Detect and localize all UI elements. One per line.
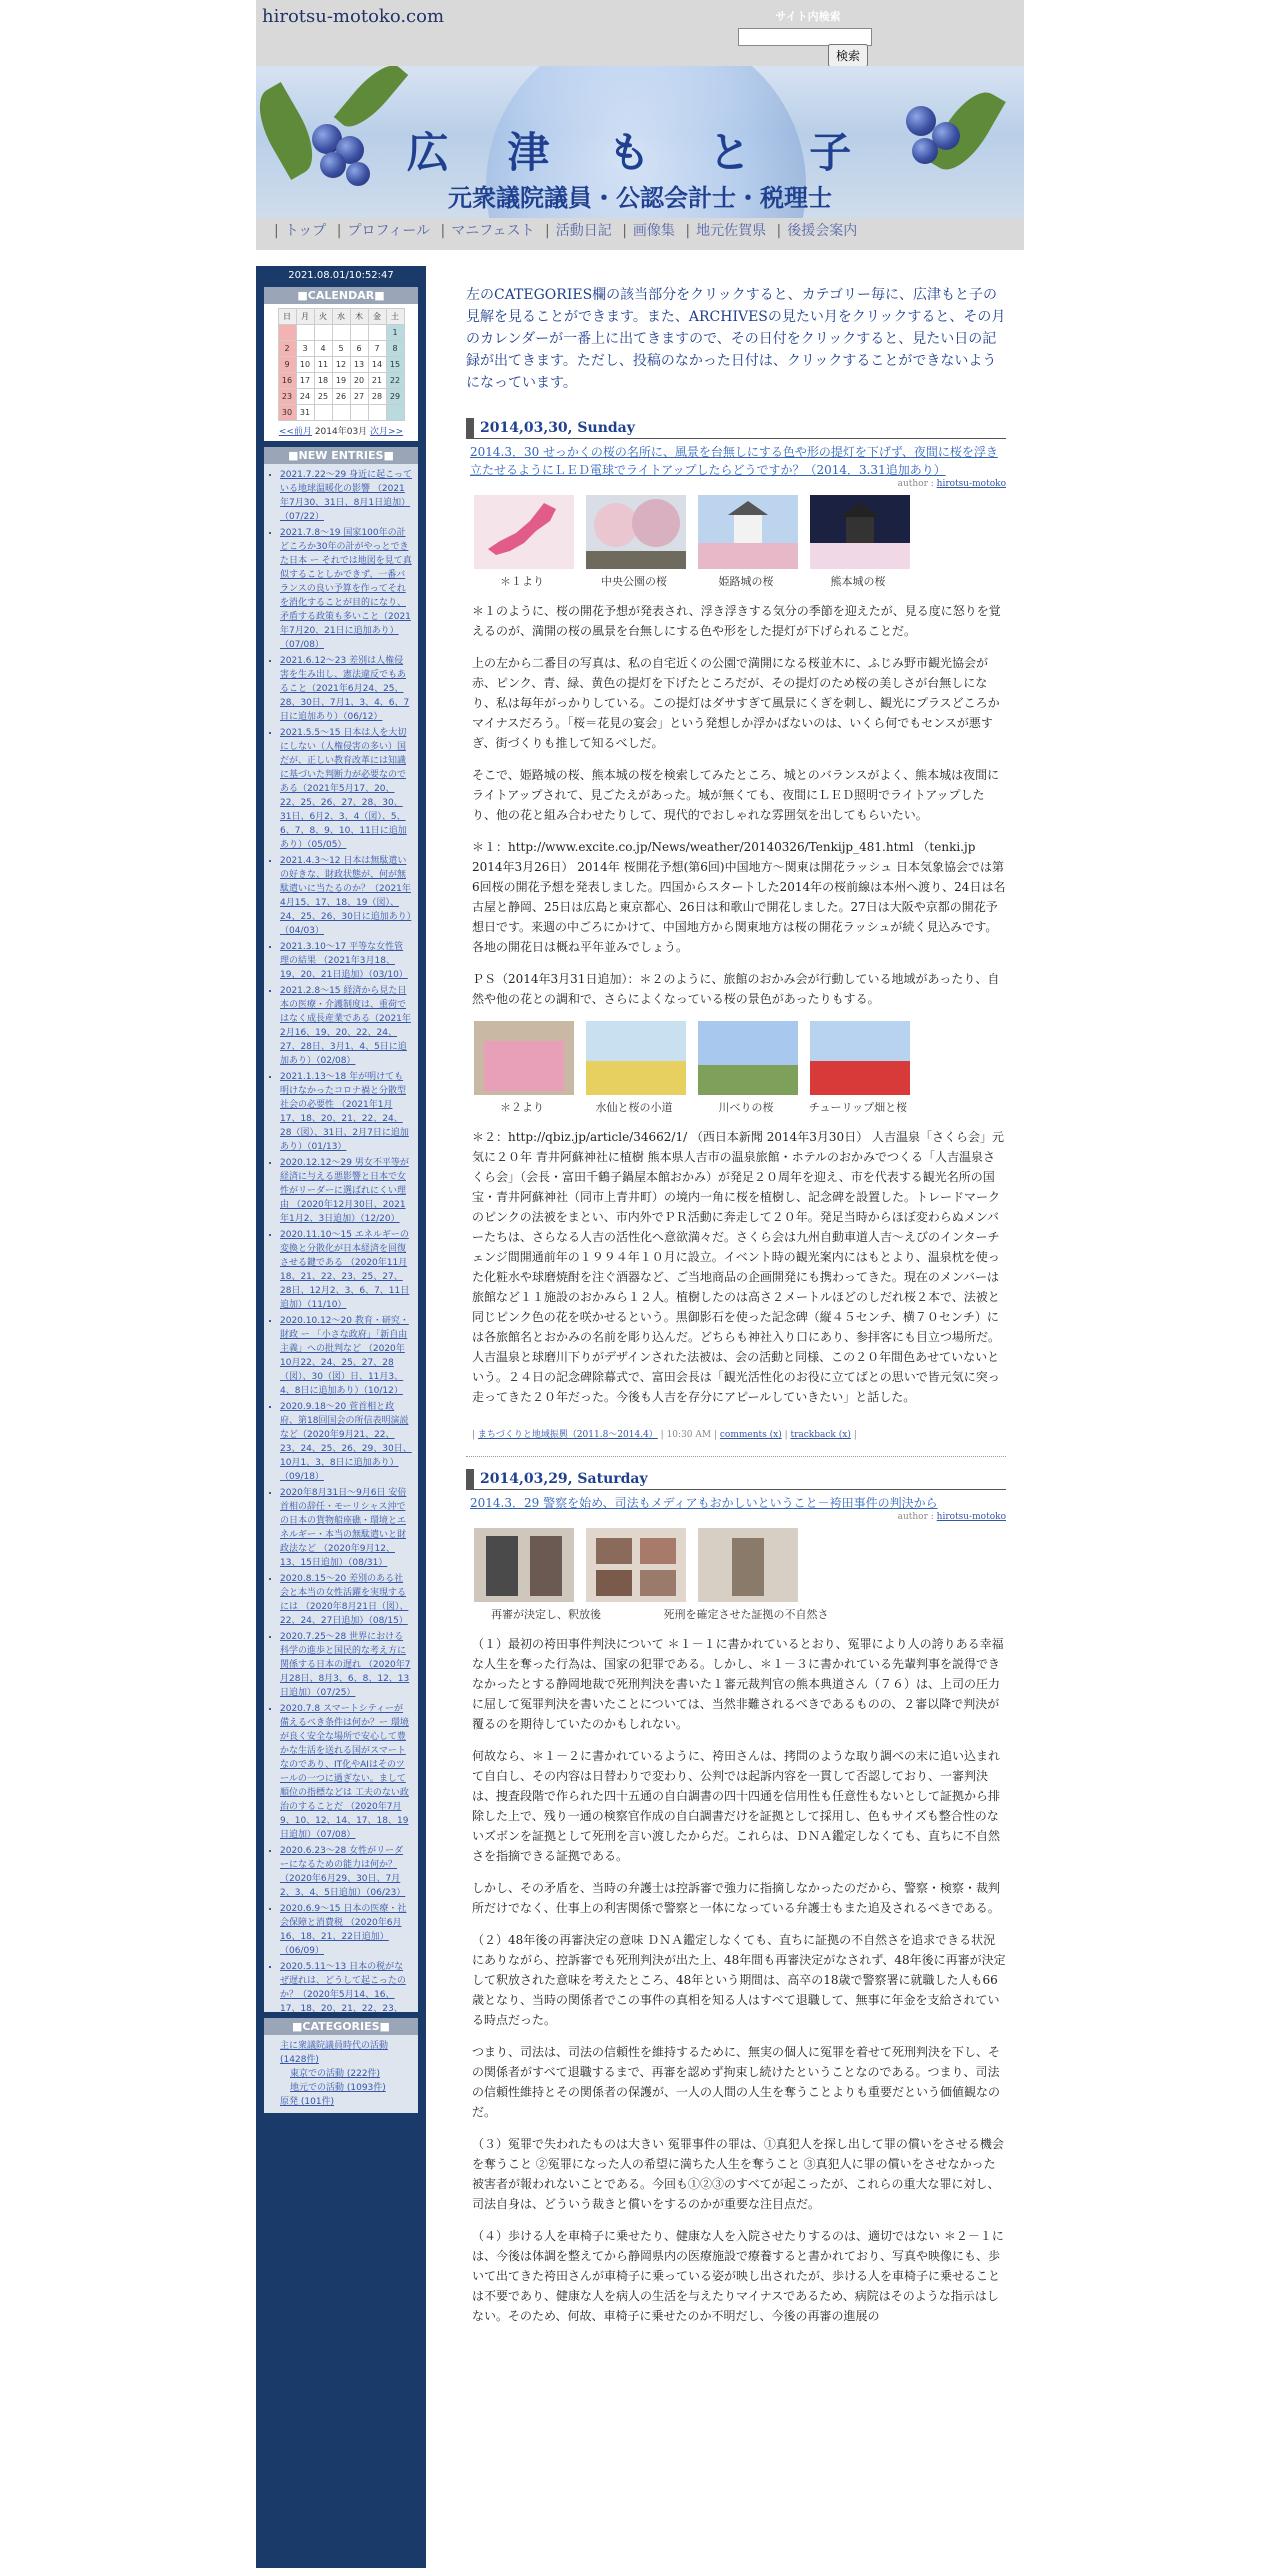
caption-row <box>466 1099 1006 1115</box>
calendar-weekday: 日 <box>278 309 296 325</box>
photo-row <box>474 1528 1006 1602</box>
entry-link[interactable]: 2021.6.12～23 差別は人権侵害を生み出し、憲法違反でもあること（2021年6月24、25、28、30日、7月1、3、4、6、7日に追加あり）（06/12） <box>280 656 410 722</box>
calendar-day[interactable]: 28 <box>368 389 386 405</box>
entry-link[interactable]: 2020.6.23～28 女性がリーダーになるための能力は何か？（2020年6月29、30日、7月2、3、4、5日追加）（06/23） <box>280 1846 406 1898</box>
search-box <box>738 8 878 63</box>
intro-text: 左のCATEGORIES欄の該当部分をクリックすると、カテゴリー毎に、広津もと子の見解を見ることができます。また、ARCHIVESの見たい月をクリックすると、その月のカレンダーが一番上に出てきますので、その日付をクリックすると、見たい日の記録が出てきます。ただし、投稿のなかった日付は、クリックすることができないようになっています。 <box>466 287 1006 391</box>
entry-link[interactable]: 2020.6.9～15 日本の医療・社会保障と消費税 （2020年6月16、18、21、22日追加）（06/09） <box>280 1904 407 1956</box>
post-date: 2014,03,29, Saturday <box>466 1469 1006 1490</box>
post-divider <box>466 1456 1006 1457</box>
kumamoto-castle-photo <box>810 495 910 569</box>
calendar-day[interactable]: 19 <box>332 373 350 389</box>
post-body <box>466 1127 1006 1407</box>
search-button[interactable]: 検索 <box>828 44 868 67</box>
entry-item <box>280 1070 412 1154</box>
post-paragraph: （１）最初の袴田事件判決について ＊１－１に書かれているとおり、冤罪により人の誇りある幸福な人生を奪った行為は、国家の犯罪である。しかし、＊１－３に書かれている先輩判事を説得できなかったとする静岡地裁で死刑判決を書いた１審元裁判官の熊本典道さん（７６）は、上司の圧力に屈して冤罪判決を書いたことについては、当然非難されるべきであるものの、２審以降で判決が覆るのを期待していたのかもしれない。 <box>472 1637 1004 1731</box>
entry-link[interactable]: 2020.12.12～29 男女不平等が経済に与える悪影響と日本で女性がリーダーに選ばれにくい理由 （2020年12月30日、2021年1月2、3日追加）（12/20） <box>280 1158 409 1224</box>
post <box>466 418 1006 1440</box>
photo-caption: 川べりの桜 <box>718 1101 774 1114</box>
calendar-day <box>296 325 314 341</box>
photo-caption: 姫路城の桜 <box>718 575 774 588</box>
category-link[interactable]: 地元での活動 (1093件) <box>290 2083 386 2093</box>
sakura-kai-photo <box>474 1021 574 1095</box>
post-paragraph: ＊１：http://www.excite.co.jp/News/weather/20140326/Tenkijp_481.html （tenki.jp 2014年3月26日） 2014年 桜開花予想(第6回)中国地方～関東は開花ラッシュ 日本気象協会では第6回桜の開花予想を発表しました。四国からスタートした2014年の桜前線は本州へ渡り、24日は名古屋と静岡、25日は広島と東京都心、26日は和歌山で開花しました。27日は大阪や京都の開花予想日です。来週の中ごろにかけて、中国地方から関東地方は桜の開花ラッシュが続く見込みです。各地の開花日は概ね平年並みでしょう。 <box>472 840 1006 954</box>
entry-link[interactable]: 2021.2.8～15 経済から見た日本の医療・介護制度は、重荷ではなく成長産業である（2021年2月16、19、20、22、24、27、28日、3月1、4、5日に追加あり）（02/08） <box>280 986 411 1066</box>
calendar-day[interactable]: 20 <box>350 373 368 389</box>
post-paragraph: しかし、その矛盾を、当時の弁護士は控訴審で強力に指摘しなかったのだから、警察・検察・裁判所だけでなく、仕事上の利害関係で警察と一体になっている弁護士もまた追及されるべきである。 <box>472 1881 1001 1915</box>
riverside-cherry-photo <box>698 1021 798 1095</box>
page <box>256 0 1024 2568</box>
post-paragraph: そこで、姫路城の桜、熊本城の桜を検索してみたところ、城とのバランスがよく、熊本城は夜間にライトアップされて、見ごたえがあった。城が無くても、夜間にＬＥＤ照明でライトアップしたり、他の花と組み合わせたりして、現代的でおしゃれな雰囲気を出してもらいたい。 <box>472 768 1000 822</box>
entry-item <box>280 654 412 724</box>
calendar-day[interactable]: 1 <box>386 325 404 341</box>
post-paragraph: （４）歩ける人を車椅子に乗せたり、健康な人を入院させたりするのは、適切ではない ＊２－１には、今後は体調を整えてから静岡県内の医療施設で療養すると書かれており、写真や映像にも、歩いて出てきた袴田さんが車椅子に乗っている姿が映し出されたが、歩ける人を車椅子に乗せることは不要であり、健康な人を病人の生活を与えたりマイナスであるため、病院はそのような指示はしない。そのため、何故、車椅子に乗せたのか不明だし、今後の再審の進展の <box>472 2229 1004 2323</box>
entry-link[interactable]: 2020.7.8 スマートシティーが備えるべき条件は何か？ー 環境が良く安全な場所で安心して豊かな生活を送れる国がスマートなのであり、IT化やAIはそのツールの一つに過ぎない。まして順位の指標などは 工夫のない政治のすることだ （2020年7月9、10、12、14、17、18、19日追加）（07/08） <box>280 1704 409 1840</box>
calendar-day <box>350 405 368 421</box>
calendar-day <box>314 405 332 421</box>
post-time: 10:30 AM <box>666 1430 712 1440</box>
calendar-day[interactable]: 5 <box>332 341 350 357</box>
new-entries-list <box>264 464 418 2012</box>
entry-item <box>280 1702 412 1842</box>
entry-item <box>280 1228 412 1312</box>
banner-role: 元衆議院議員・公認会計士・税理士 <box>448 183 832 212</box>
calendar-day[interactable]: 23 <box>278 389 296 405</box>
post-paragraph: ＰＳ（2014年3月31日追加）：＊２のように、旅館のおかみ会が行動している地域があったり、自然や他の花との調和で、さらによくなっている桜の景色があったりもする。 <box>472 972 1000 1006</box>
evidence-clothes-photo <box>586 1528 686 1602</box>
entry-link[interactable]: 2020.5.11～13 日本の税がなぜ遅れは、どうして起こったのか？（2020年5月14、16、17、18、20、21、22、23、 <box>280 1962 406 2012</box>
photo-caption: ＊１より <box>500 575 544 588</box>
entry-link[interactable]: 2020.10.12～20 教育・研究・財政 ー 「小さな政府」「新自由主義」への批判など （2020年10月22、24、25、27、28（図）、30（図）日、11月3、4、8日に追加あり）（10/12） <box>280 1316 409 1396</box>
calendar-weekday: 月 <box>296 309 314 325</box>
banner-name: 広 津 も と 子 <box>406 128 874 177</box>
entry-item <box>280 984 412 1068</box>
entry-item <box>280 854 412 938</box>
calendar-day[interactable]: 17 <box>296 373 314 389</box>
post <box>466 1469 1006 2326</box>
photo-caption: 水仙と桜の小道 <box>595 1101 673 1114</box>
header-banner <box>256 66 1024 218</box>
entry-item <box>280 1960 412 2012</box>
calendar-day[interactable]: 26 <box>332 389 350 405</box>
release-photo <box>474 1528 574 1602</box>
entries-heading: ■NEW ENTRIES■ <box>264 447 418 464</box>
japan-map-photo <box>474 495 574 569</box>
post-category-link[interactable]: まちづくりと地域振興（2011.8～2014.4） <box>477 1430 658 1440</box>
post-author <box>466 1512 1006 1522</box>
calendar-day[interactable]: 29 <box>386 389 404 405</box>
calendar-day[interactable]: 25 <box>314 389 332 405</box>
nav-gallery[interactable]: 画像集 <box>632 223 675 239</box>
photo-caption: ＊２より <box>500 1101 544 1114</box>
calendar-day[interactable]: 6 <box>350 341 368 357</box>
entry-link[interactable]: 2021.5.5～15 日本は人を大切にしない（人権侵害の多い）国だが、正しい教育改革には知識に基づいた判断力が必要なのである（2021年5月17、20、22、25、26、27、28、30、31日、6月2、3、4（図）、5、6、7、8、9、10、11日に追加あり）（05/05） <box>280 728 407 850</box>
entry-item <box>280 1902 412 1958</box>
nav-profile[interactable]: プロフィール <box>347 223 431 239</box>
calendar-day[interactable]: 22 <box>386 373 404 389</box>
author-label: author : <box>897 479 934 489</box>
categories-list <box>264 2035 418 2113</box>
top-bar <box>256 0 1024 66</box>
calendar-day <box>350 325 368 341</box>
nav-top[interactable]: トップ <box>284 223 327 239</box>
post-body <box>466 1634 1006 2326</box>
entry-item <box>280 1314 412 1398</box>
calendar-heading: ■CALENDAR■ <box>264 287 418 304</box>
entry-link[interactable]: 2020年8月31日～9月6日 安倍首相の辞任・モーリシャス沖での日本の貨物船座礁・環境とエネルギー・本当の無駄遣いと財政法など （2020年9月12、13、15日追加）（08/31） <box>280 1488 407 1568</box>
calendar-day[interactable]: 12 <box>332 357 350 373</box>
calendar-day[interactable]: 27 <box>350 389 368 405</box>
calendar-day <box>332 405 350 421</box>
entry-item <box>280 1630 412 1700</box>
author-link[interactable]: hirotsu-motoko <box>936 479 1006 489</box>
entry-link[interactable]: 2021.3.10～17 平等な女性管理の結果 （2021年3月18、19、20、21日追加）（03/10） <box>280 942 408 980</box>
entry-link[interactable]: 2020.9.18～20 菅首相と政府、第18回国会の所信表明演説など（2020年9月21、22、23、24、25、26、29、30日、10月1、3、8日に追加あり）（09/18） <box>280 1402 412 1482</box>
post-comments-link[interactable]: comments (x) <box>719 1430 782 1440</box>
nav-diary[interactable]: 活動日記 <box>555 223 612 239</box>
post-paragraph: ＊１のように、桜の開花予想が発表され、浮き浮きする気分の季節を迎えたが、見る度に怒りを覚えるのが、満開の桜の風景を台無しにする色や形をした提灯が下げられることだ。 <box>472 604 1001 638</box>
nav-supporters[interactable]: 後援会案内 <box>787 223 858 239</box>
post-author <box>466 479 1006 489</box>
category-link[interactable]: 東京での活動 (222件) <box>290 2069 381 2079</box>
site-title[interactable]: hirotsu-motoko.com <box>262 6 445 27</box>
calendar-day[interactable]: 15 <box>386 357 404 373</box>
calendar-day[interactable]: 8 <box>386 341 404 357</box>
caption-row <box>466 573 1006 589</box>
entry-item <box>280 726 412 852</box>
calendar-day[interactable]: 10 <box>296 357 314 373</box>
entry-item <box>280 1486 412 1570</box>
post-trackback-link[interactable]: trackback (x) <box>790 1430 851 1440</box>
photo-caption: 熊本城の桜 <box>830 575 886 588</box>
photo-row <box>474 1021 1006 1095</box>
post-paragraph: 何故なら、＊１－２に書かれているように、袴田さんは、拷問のような取り調べの末に追い込まれて自白し、その内容は日替わりで変わり、公判では起訴内容を一貫して否認しており、一審判決は、捜査段階で作られた四十五通の自白調書の四十四通を信用性も任意性もないとして証拠から排除した上で、残り一通の検察官作成の自白調書だけを証拠として採用し、色もサイズも整合性のないズボンを証拠として死刑を言い渡したからだ。これらは、ＤＮＡ鑑定しなくても、直ちに不自然さを指摘できる証拠である。 <box>472 1749 1001 1863</box>
evidence-pants-photo <box>698 1528 798 1602</box>
post-footer: | まちづくりと地域振興（2011.8～2014.4） | 10:30 AM | comments (x) | trackback (x) | <box>472 1430 857 1440</box>
calendar-month: 2014年03月 <box>314 427 368 437</box>
post-title-link[interactable]: 2014.3．30 せっかくの桜の名所に、風景を台無しにする色や形の提灯を下げず、夜間に桜を浮き立たせるようにＬＥＤ電球でライトアップしたらどうですか？（2014．3.31追加あり） <box>470 445 998 477</box>
nav-manifesto[interactable]: マニフェスト <box>451 223 535 239</box>
calendar <box>264 304 418 441</box>
search-label: サイト内検索 <box>775 10 841 23</box>
entry-item <box>280 526 412 652</box>
caption-row <box>466 1606 1006 1622</box>
calendar-weekday: 金 <box>368 309 386 325</box>
entry-item <box>280 1400 412 1484</box>
entry-item <box>280 1844 412 1900</box>
post-paragraph: （３）冤罪で失われたものは大きい 冤罪事件の罪は、①真犯人を探し出して罪の償いをさせる機会を奪うこと ②冤罪になった人の希望に満ちた人生を奪うこと ③真犯人に罪の償いをさせなかった被害者が報われないことである。今回も①②③のすべてが起こったが、これらの重大な罪に対し、司法自身は、どういう裁きと償いをするのかが重要な注目点だ。 <box>472 2137 1004 2211</box>
calendar-day[interactable]: 30 <box>278 405 296 421</box>
photo-row <box>474 495 1006 569</box>
author-label: author : <box>897 1512 934 1522</box>
entry-item <box>280 1572 412 1628</box>
entry-item <box>280 1156 412 1226</box>
sidebar <box>256 266 426 2568</box>
post-paragraph: ＊２：http://qbiz.jp/article/34662/1/ （西日本新聞 2014年3月30日） 人吉温泉「さくら会」元気に２０年 青井阿蘇神社に植樹 熊本県人吉市の温泉旅館・ホテルのおかみでつくる「人吉温泉さくら会」（会長・富田千鶴子鍋屋本館おかみ）が発足２０周年を迎え、市を代表する観光名所の国宝・青井阿蘇神社（同市上青井町）の境内一角に桜を植樹し、記念碑を設置した。トレードマークのピンクの法被をまとい、市内外でＰＲ活動に奔走して２０年。発足当時からほぼ変わらぬメンバーたちは、さらなる人吉の活性化へ意欲満々だ。さくら会は九州自動車道人吉～えびのインターチェンジ間開通前年の１９９４年１０月に設立。イベント時の観光案内にはもとより、温泉枕を使った化粧水や球磨焼酎を注ぐ酒器など、ご当地商品の企画開発にも携わってきた。現在のメンバーは旅館など１１施設のおかみら１２人。植樹したのは高さ２メートルほどのしだれ桜２本で、法被と同じピンク色の花を咲かせるという。黒御影石を使った記念碑（縦４５センチ、横７０センチ）には各旅館名とおかみの名前を彫り込んだ。どちらも神社入り口にあり、参拝客にも目立つ場所だ。人吉温泉と球磨川下りがデザインされた法被は、会の活動と同様、この２０年間色あせていないという。２４日の記念碑除幕式で、富田会長は「観光活性化のお役に立てばとの思いで皆元気に突っ走ってきた２０年だった。今後も人吉を存分にアピールしていきたい」と話した。 <box>472 1130 1005 1404</box>
calendar-day[interactable]: 24 <box>296 389 314 405</box>
park-cherry-photo <box>586 495 686 569</box>
calendar-day <box>278 325 296 341</box>
category-link[interactable]: 主に衆議院議員時代の活動 (1428件) <box>280 2041 389 2065</box>
calendar-nav <box>268 424 414 437</box>
calendar-next-link[interactable]: 次月>> <box>370 427 404 437</box>
calendar-weekday: 木 <box>350 309 368 325</box>
calendar-table <box>278 308 405 421</box>
post-date: 2014,03,30, Sunday <box>466 418 1006 439</box>
calendar-prev-link[interactable]: <<前月 <box>278 427 312 437</box>
calendar-weekday: 火 <box>314 309 332 325</box>
global-nav: | トップ | プロフィール | マニフェスト | 活動日記 | 画像集 | 地元佐賀県 | 後援会案内 <box>256 218 1024 250</box>
post-title-link[interactable]: 2014.3．29 警察を始め、司法もメディアもおかしいということ－袴田事件の判決から <box>470 1496 938 1510</box>
entry-link[interactable]: 2021.7.8～19 国家100年の計どころか30年の計がやっとできた日本 ー それでは地図を見て真似することしかできず、一番バランスの良い予算を作ってそれを消化することが目的になり、矛盾する政策も多いこと（2021年7月20、21日に追加あり）（07/08） <box>280 528 412 650</box>
main-content <box>466 284 1006 2338</box>
entry-item <box>280 468 412 524</box>
post-paragraph: つまり、司法は、司法の信頼性を維持するために、無実の個人に冤罪を着せて死刑判決を下し、その関係者がすべて退職するまで、再審を認めず拘束し続けたということなのである。つまり、司法の信頼性維持とその関係者の保護が、一人の人間の人生を奪うことよりも重要だという価値観なのだ。 <box>472 2045 1001 2119</box>
calendar-day <box>332 325 350 341</box>
calendar-day[interactable]: 9 <box>278 357 296 373</box>
calendar-weekday: 水 <box>332 309 350 325</box>
calendar-day <box>314 325 332 341</box>
calendar-day[interactable]: 4 <box>314 341 332 357</box>
post-paragraph: 上の左から二番目の写真は、私の自宅近くの公園で満開になる桜並木に、ふじみ野市観光協会が赤、ピンク、青、緑、黄色の提灯を下げたところだが、その提灯のため桜の美しさが台無しになり、私は毎年がっかりしている。この提灯はダサすぎて風景にくぎを刺し、観光にプラスどころかマイナスだろう。「桜＝花見の宴会」という発想しか浮かばないのは、いくら何でもセンスが悪すぎ、街づくりも推して知るべしだ。 <box>472 656 1000 750</box>
photo-caption: チューリップ畑と桜 <box>808 1101 908 1114</box>
category-link[interactable]: 原発 (101件) <box>280 2097 335 2107</box>
categories-heading: ■CATEGORIES■ <box>264 2018 418 2035</box>
calendar-day <box>368 405 386 421</box>
entry-link[interactable]: 2021.1.13～18 年が明けても明けなかったコロナ禍と分散型社会の必要性 （2021年1月17、18、20、21、22、24、28（図）、31日、2月7日に追加あり）（01/13） <box>280 1072 409 1152</box>
photo-caption: 中央公園の桜 <box>601 575 667 588</box>
entry-link[interactable]: 2021.4.3～12 日本は無駄遣いの好きな、財政状態が、何が無駄遣いに当たるのか？（2021年4月15、17、18、19（図）、24、25、26、30日に追加あり）（04/03） <box>280 856 412 936</box>
calendar-day[interactable]: 3 <box>296 341 314 357</box>
calendar-weekday: 土 <box>386 309 404 325</box>
entry-link[interactable]: 2020.7.25～28 世界における科学の進歩と国民的な考え方に関係する日本の遅れ （2020年7月28日、8月3、6、8、12、13日追加）（07/25） <box>280 1632 411 1698</box>
calendar-day[interactable]: 14 <box>368 357 386 373</box>
entry-item <box>280 940 412 982</box>
calendar-day[interactable]: 18 <box>314 373 332 389</box>
calendar-day <box>386 405 404 421</box>
narcissus-path-photo <box>586 1021 686 1095</box>
calendar-day[interactable]: 11 <box>314 357 332 373</box>
calendar-day[interactable]: 2 <box>278 341 296 357</box>
post-body <box>466 601 1006 1009</box>
search-input[interactable] <box>738 28 872 46</box>
calendar-day[interactable]: 7 <box>368 341 386 357</box>
entry-link[interactable]: 2020.11.10～15 エネルギーの変換と分散化が日本経済を回復させる鍵である （2020年11月18、21、22、23、25、27、28日、12月2、3、6、7、11日追加）（11/10） <box>280 1230 410 1310</box>
current-datetime: 2021.08.01/10:52:47 <box>288 270 394 281</box>
photo-caption: 死刑を確定させた証拠の不自然さ <box>663 1608 829 1621</box>
calendar-day[interactable]: 21 <box>368 373 386 389</box>
author-link[interactable]: hirotsu-motoko <box>936 1512 1006 1522</box>
entry-link[interactable]: 2021.7.22～29 身近に起こっている地球温暖化の影響 （2021年7月30、31日、8月1日追加）（07/22） <box>280 470 412 522</box>
calendar-day <box>368 325 386 341</box>
nav-saga[interactable]: 地元佐賀県 <box>696 223 767 239</box>
photo-caption: 再審が決定し、釈放後 <box>491 1608 601 1621</box>
calendar-day[interactable]: 16 <box>278 373 296 389</box>
calendar-day[interactable]: 31 <box>296 405 314 421</box>
entry-link[interactable]: 2020.8.15～20 差別のある社会と本当の女性活躍を実現するには （2020年8月21日（図）、22、24、27日追加）（08/15） <box>280 1574 409 1626</box>
post-paragraph: （２）48年後の再審決定の意味 ＤＮＡ鑑定しなくても、直ちに証拠の不自然さを追求できる状況にありながら、控訴審でも死刑判決が出た上、48年間も再審決定がなされず、48年後に再審が決定して釈放された意味を考えたところ、48年という期間は、高卒の18歳で警察署に就職した人も66歳となり、当時の関係者でこの事件の真相を知る人はすべて退職して、無事に年金を支給されている時点だった。 <box>472 1933 1006 2027</box>
calendar-day[interactable]: 13 <box>350 357 368 373</box>
himeji-castle-photo <box>698 495 798 569</box>
tulip-field-photo <box>810 1021 910 1095</box>
